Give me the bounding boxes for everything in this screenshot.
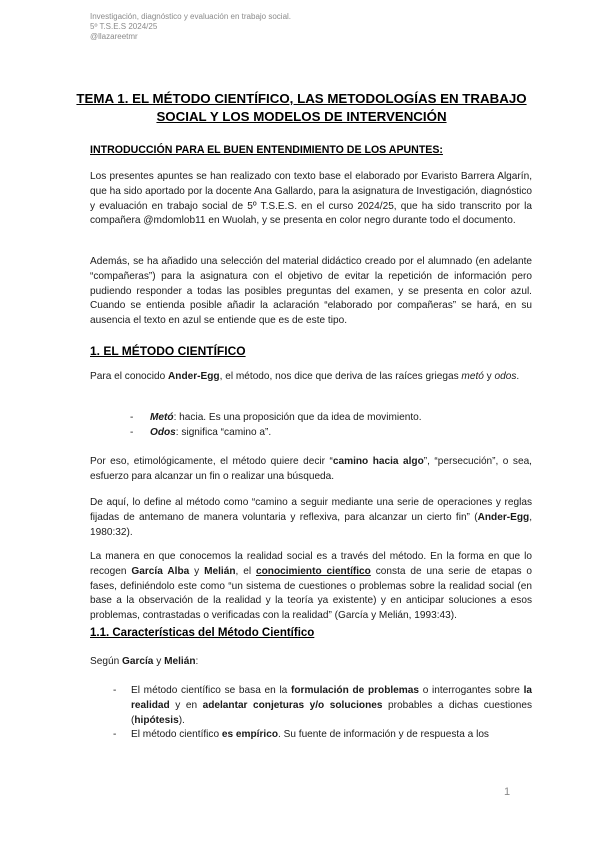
page-number: 1 <box>504 786 511 798</box>
intro-paragraph-1: Los presentes apuntes se han realizado con texto base el elaborado por Evaristo Barrera Algarín, que ha sido aportado por la docente Ana Gallardo, para la asignatura de Investigación, diagnóstico y evaluación en trabajo social de 5º T.S.E.S. en el curso 2024/25, que ha sido transcrito por la compañera @mdomlob11 en Wuolah, y se presenta en color negro durante todo el documento. <box>90 171 532 227</box>
bullet-dash: - <box>113 685 117 696</box>
document-title <box>70 90 533 126</box>
section-1-paragraph-1: Para el conocido Ander-Egg, el método, nos dice que deriva de las raíces griegas metó y odos. <box>90 371 520 382</box>
header-author: @llazareetmr <box>90 32 138 41</box>
section-1-heading: 1. EL MÉTODO CIENTÍFICO <box>90 344 246 358</box>
section-1-paragraph-4: La manera en que conocemos la realidad social es a través del método. En la forma en que lo recogen García Alba y Melián, el conocimiento científico consta de una serie de etapas o fases, definiéndolo este como “un sistema de cuestiones o problemas sobre la realidad social (en base a la observación de la realidad y la teoría ya existente) y en anticipar soluciones a esos problemas, contrastadas o verificadas con la realidad” (García y Melián, 1993:43). <box>90 551 533 622</box>
section-1-paragraph-2: Por eso, etimológicamente, el método quiere decir “camino hacia algo”, “persecución”, o sea, esfuerzo para alcanzar un fin o realizar una búsqueda. <box>90 456 532 482</box>
characteristic-bullet-2: El método científico es empírico. Su fuente de información y de respuesta a los <box>131 729 489 740</box>
characteristic-bullet-1: El método científico se basa en la formulación de problemas o interrogantes sobre la realidad y en adelantar conjeturas y/o soluciones probables a dichas cuestiones (hipótesis). <box>131 685 532 726</box>
intro-paragraph-2: Además, se ha añadido una selección del material didáctico creado por el alumnado (en adelante “compañeras”) para la asignatura con el objetivo de evitar la repetición de información pero pudiendo responder a todas las posibles preguntas del examen, y se presenta en color azul. Cuando se entienda posible añadir la aclaración “elaborado por compañeras” se hará, en su ausencia el texto en azul se entiende que es de este tipo. <box>90 256 532 327</box>
bullet-dash: - <box>130 412 134 423</box>
intro-heading: INTRODUCCIÓN PARA EL BUEN ENTENDIMIENTO DE LOS APUNTES: <box>90 144 443 156</box>
section-1-1-heading: 1.1. Características del Método Científico <box>90 627 315 639</box>
section-1-1-intro: Según García y Melián: <box>90 656 199 667</box>
bullet-odos: Odos: significa “camino a”. <box>150 427 272 438</box>
bullet-dash: - <box>130 427 134 438</box>
bullet-dash: - <box>113 729 117 740</box>
section-1-paragraph-3: De aquí, lo define al método como “camino a seguir mediante una serie de operaciones y reglas fijadas de antemano de manera voluntaria y reflexiva, para alcanzar un cierto fin” (Ander-Egg, 1980:32). <box>90 497 532 538</box>
title-line-1: TEMA 1. EL MÉTODO CIENTÍFICO, LAS METODOLOGÍAS EN TRABAJO <box>76 91 527 106</box>
header-course: Investigación, diagnóstico y evaluación en trabajo social. <box>90 12 292 21</box>
title-line-2: SOCIAL Y LOS MODELOS DE INTERVENCIÓN <box>156 109 447 124</box>
bullet-meto: Metó: hacia. Es una proposición que da idea de movimiento. <box>150 412 422 423</box>
header-year: 5º T.S.E.S 2024/25 <box>90 22 158 31</box>
running-header <box>90 12 291 42</box>
